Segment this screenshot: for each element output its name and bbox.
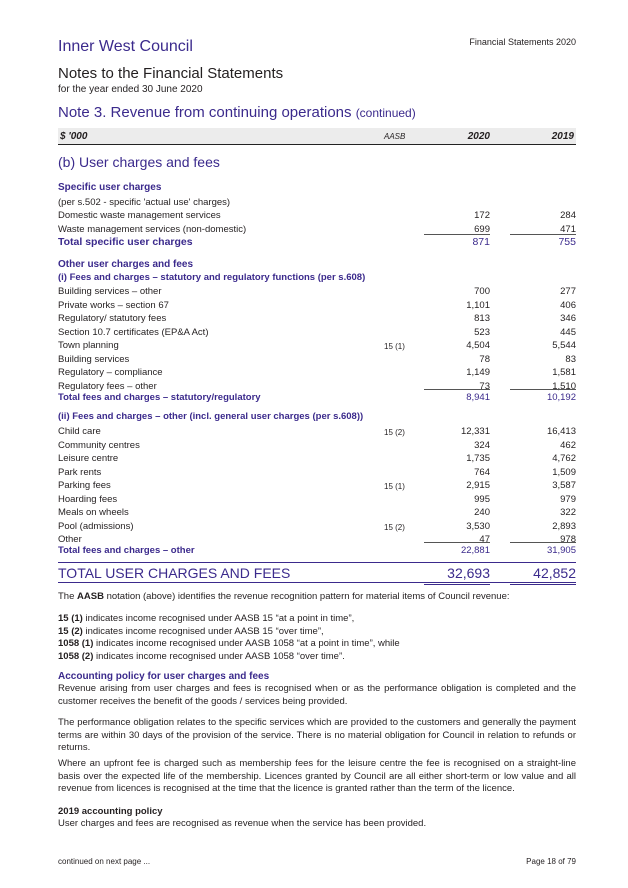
row-value-2019: 277 <box>560 286 576 297</box>
row-value-2020: 523 <box>474 326 490 338</box>
note-title <box>58 104 416 121</box>
row-value-2019: 4,762 <box>552 453 576 464</box>
row-label: Building services – other <box>58 286 162 297</box>
table-row <box>58 452 576 465</box>
grand-total-double-rule-2019 <box>510 584 576 585</box>
year-2020-header: 2020 <box>467 131 490 142</box>
row-label: Pool (admissions) <box>58 520 134 532</box>
row-label: Parking fees <box>58 480 111 491</box>
statutory-rule-2020 <box>424 389 490 390</box>
row-value-2019: 5,544 <box>552 340 576 351</box>
legend-code: 15 (1) <box>58 613 83 624</box>
row-aasb-code: 15 (1) <box>384 482 405 491</box>
statutory-total-2019: 10,192 <box>546 392 576 403</box>
grand-total-bottom-rule <box>58 582 576 583</box>
subtotal-rule-2019 <box>510 234 576 235</box>
legend-code: 15 (2) <box>58 625 83 637</box>
statutory-total-label: Total fees and charges – statutory/regulatory <box>58 392 261 403</box>
row-value-2019: 1,510 <box>552 380 576 392</box>
row-value-2020: 764 <box>474 466 490 478</box>
other-fees-subheading: (ii) Fees and charges – other (incl. general user charges (per s.608)) <box>58 411 364 422</box>
specific-total-label: Total specific user charges <box>58 236 193 248</box>
row-value-2020: 240 <box>474 507 490 518</box>
row-value-2020: 73 <box>479 380 490 392</box>
grand-total-double-rule-2020 <box>424 584 490 585</box>
legend-item <box>58 651 576 664</box>
other-total-label: Total fees and charges – other <box>58 545 195 556</box>
note-title-suffix: (continued) <box>355 106 416 120</box>
table-row <box>58 285 576 298</box>
row-label: Child care <box>58 426 101 437</box>
legend-item <box>58 626 576 639</box>
note-title-text: Note 3. Revenue from continuing operations <box>58 104 352 121</box>
row-value-2020: 4,504 <box>466 340 490 351</box>
row-value-2020: 2,915 <box>466 480 490 491</box>
policy-heading: Accounting policy for user charges and fees <box>58 671 270 682</box>
row-label: Meals on wheels <box>58 507 129 518</box>
policy-paragraph-3: Where an upfront fee is charged such as membership fees for the leisure centre the fee is recognised on a straight-line basis over the expected life of the membership. Licences granted by Council are all either short-term or low value and all revenue from licences is recognised at the time that the licence is granted rather than the term of the licence. <box>58 758 576 794</box>
table-row <box>58 366 576 379</box>
statutory-rule-2019 <box>510 389 576 390</box>
specific-charges-subheading <box>58 196 576 209</box>
table-row <box>58 353 576 366</box>
row-value-2019: 462 <box>560 439 576 451</box>
specific-charges-heading: Specific user charges <box>58 182 162 193</box>
table-row <box>58 439 576 452</box>
row-value-2019: 1,581 <box>552 367 576 378</box>
row-value-2020: 3,530 <box>466 520 490 532</box>
aasb-header: AASB <box>384 132 406 141</box>
row-value-2019: 3,587 <box>552 480 576 491</box>
row-label: Domestic waste management services <box>58 210 221 221</box>
other-rule-2020 <box>424 542 490 543</box>
row-value-2020: 995 <box>474 493 490 505</box>
specific-total-2019: 755 <box>558 236 576 248</box>
page-number: Page 18 of 79 <box>526 857 576 866</box>
policy-2019-heading: 2019 accounting policy <box>58 806 163 817</box>
row-value-2020: 700 <box>474 286 490 297</box>
unit-header: $ '000 <box>60 131 88 142</box>
row-label: Leisure centre <box>58 453 119 464</box>
row-aasb-code: 15 (2) <box>384 522 405 532</box>
council-name: Inner West Council <box>58 38 193 55</box>
footer-continued: continued on next page ... <box>58 857 151 866</box>
statutory-total-row <box>58 391 576 404</box>
legend-item <box>58 638 576 651</box>
aasb-note-post: notation (above) identifies the revenue recognition pattern for material items of Council revenue: <box>103 591 510 602</box>
page-title: Notes to the Financial Statements <box>58 65 284 82</box>
grand-total-2020: 32,693 <box>447 565 490 581</box>
row-label: Regulatory fees – other <box>58 380 157 392</box>
other-rule-2019 <box>510 542 576 543</box>
row-label: Section 10.7 certificates (EP&A Act) <box>58 326 209 338</box>
row-aasb-code: 15 (1) <box>384 342 405 351</box>
row-value-2020: 47 <box>479 534 490 545</box>
row-value-2019: 445 <box>560 326 576 338</box>
table-row <box>58 425 576 438</box>
table-row <box>58 466 576 479</box>
subtotal-rule-2020 <box>424 234 490 235</box>
statutory-subheading: (i) Fees and charges – statutory and regulatory functions (per s.608) <box>58 272 366 283</box>
row-value-2019: 406 <box>560 299 576 311</box>
specific-total-2020: 871 <box>472 236 490 248</box>
legend-text: indicates income recognised under AASB 1058 “at a point in time”, while <box>93 638 400 649</box>
row-value-2019: 284 <box>560 210 576 221</box>
specific-total-row <box>58 236 576 249</box>
row-label: Building services <box>58 353 130 365</box>
row-value-2019: 322 <box>560 507 576 518</box>
row-value-2019: 978 <box>560 534 576 545</box>
grand-total-2019: 42,852 <box>533 565 576 581</box>
row-value-2019: 346 <box>560 313 576 324</box>
row-label: Community centres <box>58 439 140 451</box>
table-row <box>58 493 576 506</box>
aasb-note-bold: AASB <box>77 591 104 602</box>
other-total-row <box>58 544 576 557</box>
legend-code: 1058 (1) <box>58 638 94 649</box>
row-value-2020: 172 <box>474 210 490 221</box>
row-label: Waste management services (non-domestic) <box>58 223 247 235</box>
table-row <box>58 299 576 312</box>
row-aasb-code: 15 (2) <box>384 428 405 437</box>
legend-code: 1058 (2) <box>58 650 94 662</box>
row-label: Town planning <box>58 340 119 351</box>
row-value-2019: 471 <box>560 223 576 235</box>
legend-item <box>58 613 576 626</box>
table-row <box>58 506 576 519</box>
other-total-2020: 22,881 <box>460 545 490 556</box>
row-value-2019: 83 <box>565 353 576 365</box>
page-subtitle: for the year ended 30 June 2020 <box>58 84 203 95</box>
aasb-notation-note <box>58 591 576 604</box>
row-label: Other <box>58 534 82 545</box>
row-value-2020: 699 <box>474 223 490 235</box>
policy-paragraph-1: Revenue arising from user charges and fees is recognised when or as the performance obligation is completed and the customer receives the benefit of the goods / services being provided. <box>58 683 576 707</box>
row-value-2020: 12,331 <box>460 426 490 437</box>
table-row <box>58 326 576 339</box>
specific-sub-label: (per s.502 - specific 'actual use' charges) <box>58 197 231 208</box>
row-value-2020: 813 <box>474 313 490 324</box>
row-label: Hoarding fees <box>58 493 118 505</box>
grand-total-row <box>58 565 576 581</box>
legend-text: indicates income recognised under AASB 15 “at a point in time”, <box>82 613 355 624</box>
table-row <box>58 312 576 325</box>
row-value-2020: 78 <box>479 353 490 365</box>
table-row <box>58 479 576 492</box>
table-row <box>58 520 576 533</box>
table-row <box>58 209 576 222</box>
row-value-2019: 979 <box>560 493 576 505</box>
grand-total-top-rule <box>58 562 576 563</box>
row-value-2019: 2,893 <box>552 520 576 532</box>
aasb-note-pre: The <box>58 591 78 602</box>
row-value-2020: 1,149 <box>466 367 490 378</box>
table-row <box>58 223 576 236</box>
statutory-total-2020: 8,941 <box>466 392 490 403</box>
grand-total-label: TOTAL USER CHARGES AND FEES <box>58 565 291 581</box>
row-label: Park rents <box>58 466 102 478</box>
row-value-2020: 1,735 <box>466 453 490 464</box>
row-label: Regulatory/ statutory fees <box>58 313 167 324</box>
aasb-legend <box>58 613 576 663</box>
grand-total-top-rule-2020 <box>424 562 490 563</box>
other-total-2019: 31,905 <box>546 545 576 556</box>
row-value-2019: 1,509 <box>552 466 576 478</box>
legend-text: indicates income recognised under AASB 15 “over time”, <box>82 625 324 637</box>
row-label: Regulatory – compliance <box>58 367 163 378</box>
row-value-2020: 324 <box>474 439 490 451</box>
policy-2019-text: User charges and fees are recognised as revenue when the service has been provided. <box>58 818 427 829</box>
legend-text: indicates income recognised under AASB 1058 “over time”. <box>93 650 345 662</box>
other-charges-heading: Other user charges and fees <box>58 259 194 270</box>
year-2019-header: 2019 <box>551 131 574 142</box>
policy-paragraph-2: The performance obligation relates to the specific services which are provided to the customers and generally the payment terms are within 30 days of the provision of the service. There is no material obligation for Council in relation to refunds or returns. <box>58 717 576 753</box>
column-header-bar <box>58 128 576 145</box>
row-value-2020: 1,101 <box>466 299 490 311</box>
table-row <box>58 339 576 352</box>
section-b-heading: (b) User charges and fees <box>58 154 220 170</box>
row-label: Private works – section 67 <box>58 299 169 311</box>
statement-label: Financial Statements 2020 <box>469 37 576 47</box>
row-value-2019: 16,413 <box>546 426 576 437</box>
